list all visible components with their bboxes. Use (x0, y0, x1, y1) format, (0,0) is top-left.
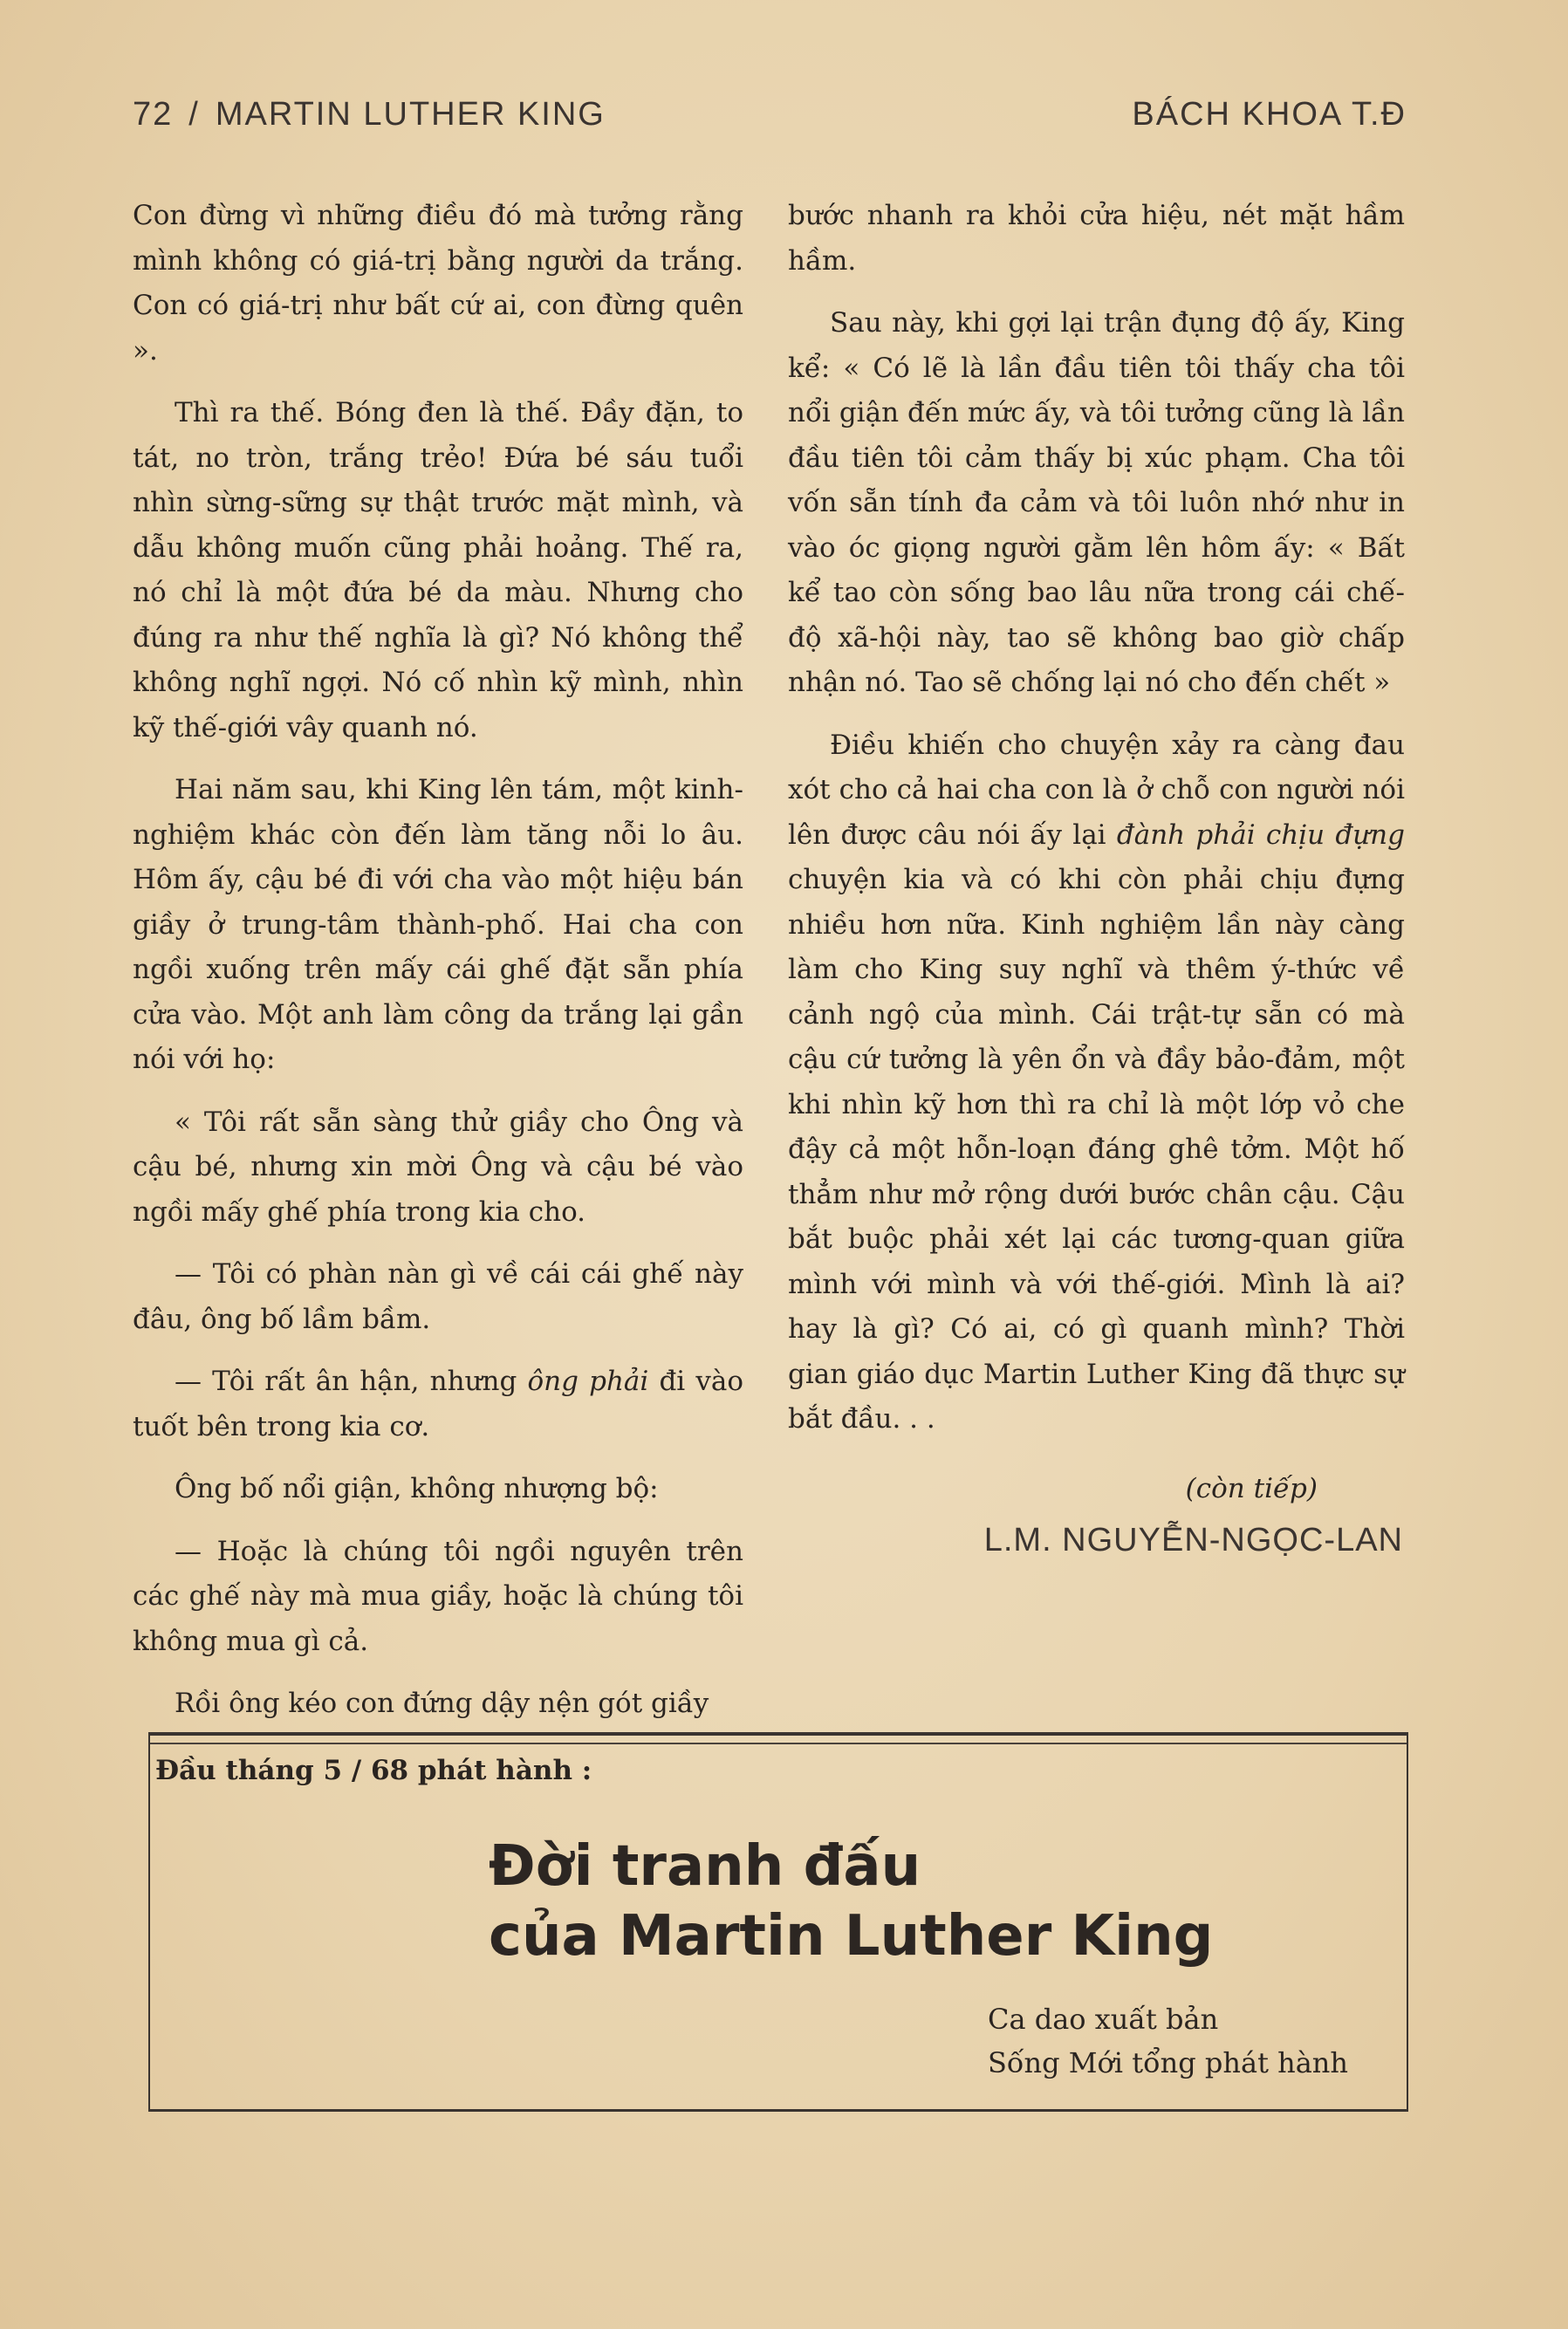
running-title: MARTIN LUTHER KING (215, 96, 606, 133)
paragraph: Ông bố nổi giận, không nhượng bộ: (175, 1473, 659, 1504)
header-left (133, 96, 606, 134)
header-separator: / (188, 96, 200, 133)
text-run: — Tôi rất ân hận, nhưng (175, 1366, 517, 1397)
right-column (788, 194, 1405, 1564)
paragraph (788, 723, 1405, 1442)
author-byline: L.M. NGUYỄN-NGỌC-LAN (983, 1522, 1403, 1558)
magazine-name: BÁCH KHOA T.Đ (1132, 96, 1407, 133)
ad-book-title (489, 1832, 1213, 1971)
paragraph: bước nhanh ra khỏi cửa hiệu, nét mặt hầm hầm. (788, 200, 1405, 277)
paragraph: Con đừng vì những điều đó mà tưởng rằng mình không có giá-trị bằng người da trắng. Con có giá-trị như bất cứ ai, con đừng quên ». (133, 200, 743, 366)
page-header (133, 96, 1407, 140)
text-run: đi vào tuốt bên trong kia cơ. (133, 1366, 743, 1442)
book-advertisement (148, 1732, 1408, 2112)
ad-publisher: Ca dao xuất bản (988, 2003, 1219, 2036)
ad-release-date: Đầu tháng 5 / 68 phát hành : (155, 1755, 592, 1786)
paragraph: Sau này, khi gợi lại trận đụng độ ấy, King kể: « Có lẽ là lần đầu tiên tôi thấy cha tôi nổi giận đến mức ấy, và tôi tưởng cũng là lần đầu tiên tôi cảm thấy bị xúc phạm. Cha tôi vốn sẵn tính đa cảm và tôi luôn nhớ như in vào óc giọng người gằm lên hôm ấy: « Bất kể tao còn sống bao lâu nữa trong cái chế-độ xã-hội này, tao sẽ không bao giờ chấp nhận nó. Tao sẽ chống lại nó cho đến chết » (788, 307, 1405, 698)
left-column (133, 194, 743, 1727)
paragraph: Hai năm sau, khi King lên tám, một kinh-nghiệm khác còn đến làm tăng nỗi lo âu. Hôm ấy, cậu bé đi với cha vào một hiệu bán giầy ở trung-tâm thành-phố. Hai cha con ngồi xuống trên mấy cái ghế đặt sẵn phía cửa vào. Một anh làm công da trắng lại gần nói với họ: (133, 774, 743, 1075)
page-number: 72 (133, 96, 174, 133)
text-run: Điều khiến cho chuyện xảy ra càng đau xót cho cả hai cha con là ở chỗ con người nói lên được câu nói ấy lại (788, 729, 1405, 851)
paragraph: — Hoặc là chúng tôi ngồi nguyên trên các ghế này mà mua giầy, hoặc là chúng tôi không mua gì cả. (133, 1535, 743, 1657)
text-run: chuyện kia và có khi còn phải chịu đựng nhiều hơn nữa. Kinh nghiệm lần này càng làm cho King suy nghĩ và thêm ý-thức về cảnh ngộ của mình. Cái trật-tự sẵn có mà cậu cứ tưởng là yên ổn và đầy bảo-đảm, một khi nhìn kỹ hơn thì ra chỉ là một lớp vỏ che đậy cả một hỗn-loạn đáng ghê tởm. Một hố thẳm như mở rộng dưới bước chân cậu. Cậu bắt buộc phải xét lại các tương-quan giữa mình với mình và với thế-giới. Mình là ai? hay là gì? Có ai, có gì quanh mình? Thời gian giáo dục Martin Luther King đã thực sự bắt đầu. . . (788, 864, 1405, 1435)
ad-title-line: của Martin Luther King (489, 1904, 1214, 1969)
ad-inner-rule (150, 1743, 1407, 1744)
paragraph: Thì ra thế. Bóng đen là thế. Đầy đặn, to tát, no tròn, trắng trẻo! Đứa bé sáu tuổi nhìn sừng-sững sự thật trước mặt mình, và dẫu không muốn cũng phải hoảng. Thế ra, nó chỉ là một đứa bé da màu. Nhưng cho đúng ra như thế nghĩa là gì? Nó không thể không nghĩ ngợi. Nó cố nhìn kỹ mình, nhìn kỹ thế-giới vây quanh nó. (133, 397, 743, 743)
continued-note: (còn tiếp) (1185, 1472, 1318, 1504)
paragraph: Rồi ông kéo con đứng dậy nện gót giầy (175, 1688, 709, 1719)
ad-distributor: Sống Mới tổng phát hành (988, 2046, 1349, 2079)
paragraph: « Tôi rất sẵn sàng thử giầy cho Ông và cậu bé, nhưng xin mời Ông và cậu bé vào ngồi mấy ghế phía trong kia cho. (133, 1106, 743, 1228)
ad-publisher-info (988, 1997, 1348, 2085)
paragraph: — Tôi có phàn nàn gì về cái cái ghế này đâu, ông bố lầm bầm. (133, 1258, 743, 1335)
emphasis: ông phải (527, 1366, 649, 1397)
emphasis: đành phải chịu đựng (1116, 819, 1405, 851)
ad-title-line: Đời tranh đấu (489, 1834, 921, 1899)
paragraph (133, 1360, 743, 1449)
